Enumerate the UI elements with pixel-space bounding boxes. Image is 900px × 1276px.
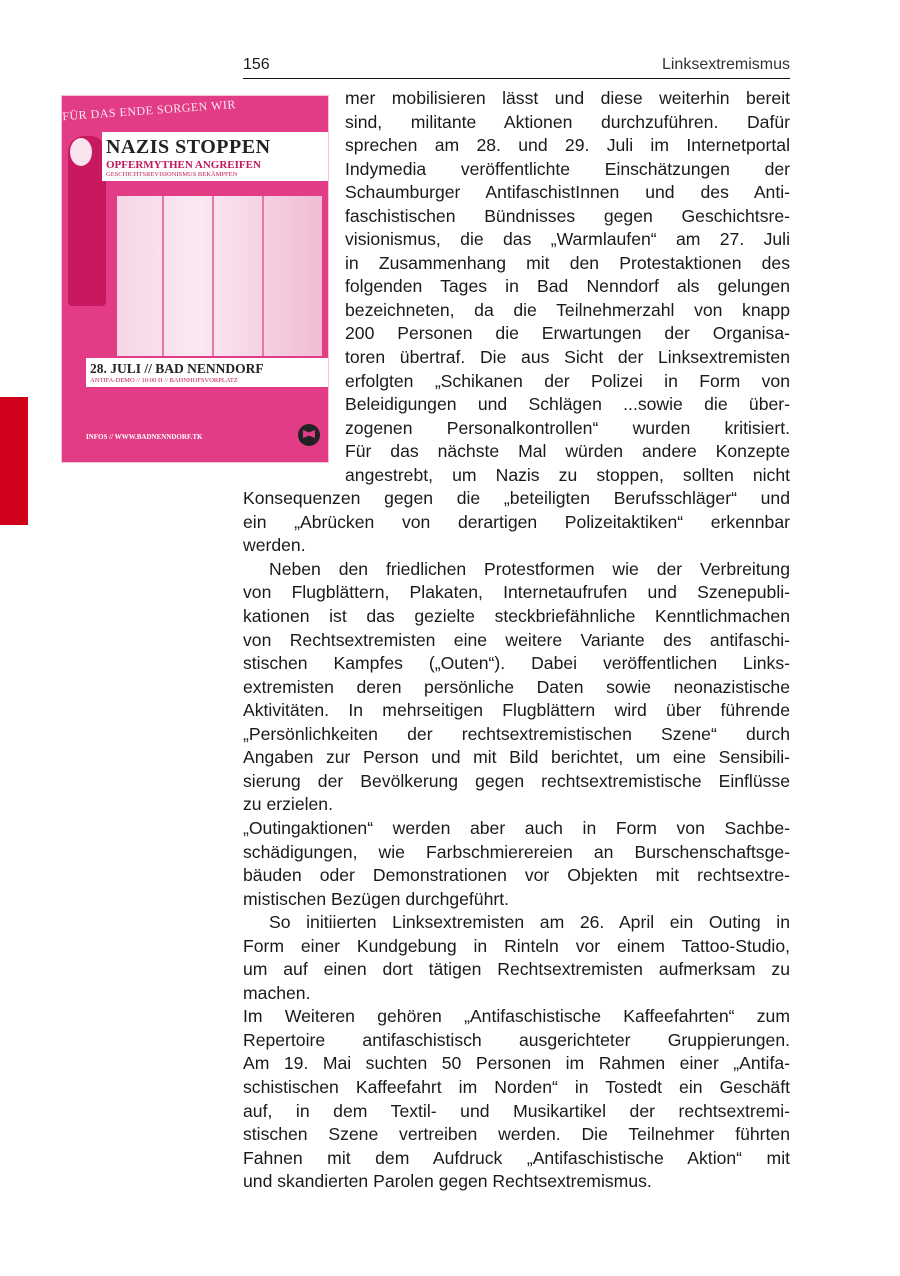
text-line: folgenden Tages in Bad Nenndorf als gelungen [345, 276, 790, 297]
text-line: bezeichneten, da die Teilnehmerzahl von knapp [345, 299, 790, 320]
text-line: mistischen Bezügen durchgeführt. [243, 888, 510, 909]
text-line: stischen Kampfes („Outen“). Dabei veröffentlichen Links- [243, 653, 790, 674]
text-line: ein „Abrücken von derartigen Polizeitaktiken“ erkennbar [243, 511, 790, 532]
text-line: extremisten deren persönliche Daten sowie neonazistische [243, 676, 790, 697]
text-line: sprechen am 28. und 29. Juli im Internetportal [345, 135, 790, 156]
text-line: 200 Personen die Erwartungen der Organisa- [345, 323, 790, 344]
text-line: erfolgten „Schikanen der Polizei in Form von [345, 370, 790, 391]
chapter-marker-bar [0, 397, 28, 525]
text-line: kationen ist das gezielte steckbriefähnliche Kenntlichmachen [243, 606, 790, 627]
text-line: schädigungen, wie Farbschmierereien an Burschenschaftsge- [243, 841, 790, 862]
text-line: Fahnen mit dem Aufdruck „Antifaschistische Aktion“ mit [243, 1147, 790, 1168]
text-line: Form einer Kundgebung in Rinteln vor einem Tattoo-Studio, [243, 935, 790, 956]
page-number: 156 [243, 56, 270, 73]
text-line: Indymedia veröffentlichte Einschätzungen der [345, 158, 790, 179]
text-line: toren übertraf. Die aus Sicht der Linksextremisten [345, 347, 790, 368]
text-line: Für das nächste Mal würden andere Konzepte [345, 441, 790, 462]
text-line: Schaumburger AntifaschistInnen und des Anti- [345, 182, 790, 203]
text-line: von Rechtsextremisten eine weitere Variante des antifaschi- [243, 629, 790, 650]
text-line: Konsequenzen gegen die „beteiligten Berufsschläger“ und [243, 488, 790, 509]
text-line: machen. [243, 982, 311, 1003]
text-line: visionismus, die das „Warmlaufen“ am 27. Juli [345, 229, 790, 250]
text-line: und skandierten Parolen gegen Rechtsextremismus. [243, 1171, 652, 1192]
text-line: schistischen Kaffeefahrt im Norden“ in Tostedt ein Geschäft [243, 1076, 790, 1097]
body-text [243, 87, 790, 1194]
text-line: faschistischen Bündnisses gegen Geschichtsre- [345, 205, 790, 226]
text-line: in Zusammenhang mit den Protestaktionen des [345, 252, 790, 273]
poster-subtitle: OPFERMYTHEN ANGREIFEN [106, 159, 261, 171]
poster-subtitle2: GESCHICHTSREVISIONISMUS BEKÄMPFEN [106, 171, 238, 178]
text-line: mer mobilisieren lässt und diese weiterhin bereit [345, 88, 790, 108]
poster-figure-head [70, 138, 92, 166]
text-line: sind, militante Aktionen durchzuführen. Dafür [345, 111, 790, 132]
text-line: stischen Szene vertreiben werden. Die Teilnehmer führten [243, 1124, 790, 1145]
running-header [243, 54, 790, 79]
text-line: zogenen Personalkontrollen“ wurden kritisiert. [345, 417, 790, 438]
text-line: um auf einen dort tätigen Rechtsextremisten aufmerksam zu [243, 959, 790, 980]
text-line: auf, in dem Textil- und Musikartikel der rechtsextremi- [243, 1100, 790, 1121]
text-line: Neben den friedlichen Protestformen wie der Verbreitung [269, 558, 790, 579]
poster-info: INFOS // WWW.BADNENNDORF.TK [86, 433, 203, 441]
poster-top-line: FÜR DAS ENDE SORGEN WIR [62, 97, 237, 124]
text-line: So initiierten Linksextremisten am 26. April ein Outing in [269, 912, 790, 933]
poster-date: 28. JULI // BAD NENNDORF [90, 361, 264, 376]
text-line: bäuden oder Demonstrationen vor Objekten mit rechtsextre- [243, 865, 790, 886]
poster-stripe [212, 196, 214, 356]
section-title: Linksextremismus [661, 56, 790, 73]
text-line: „Persönlichkeiten der rechtsextremistischen Szene“ durch [243, 723, 790, 744]
text-line: von Flugblättern, Plakaten, Internetaufrufen und Szenepubli- [243, 582, 790, 603]
text-line: angestrebt, um Nazis zu stoppen, sollten nicht [345, 464, 790, 485]
text-line: sierung der Bevölkerung gegen rechtsextremistische Einflüsse [243, 770, 790, 791]
poster-stripe [162, 196, 164, 356]
text-line: werden. [243, 535, 306, 556]
poster-details: ANTIFA-DEMO // 10:00 H // BAHNHOFSVORPLATZ [90, 377, 238, 384]
text-line: „Outingaktionen“ werden aber auch in Form von Sachbe- [243, 817, 790, 838]
text-line: zu erzielen. [243, 794, 333, 815]
text-line: Angaben zur Person und mit Bild berichtet, um eine Sensibili- [243, 747, 790, 768]
text-line: Im Weiteren gehören „Antifaschistische Kaffeefahrten“ zum [243, 1006, 790, 1027]
text-line: Repertoire antifaschistisch ausgerichteter Gruppierungen. [243, 1029, 790, 1050]
poster-title: NAZIS STOPPEN [106, 136, 271, 158]
text-line: Aktivitäten. In mehrseitigen Flugblättern wird über führende [243, 700, 790, 721]
text-line: Am 19. Mai suchten 50 Personen im Rahmen einer „Antifa- [243, 1053, 790, 1074]
text-line: Beleidigungen und Schlägen ...sowie die über- [345, 394, 790, 415]
